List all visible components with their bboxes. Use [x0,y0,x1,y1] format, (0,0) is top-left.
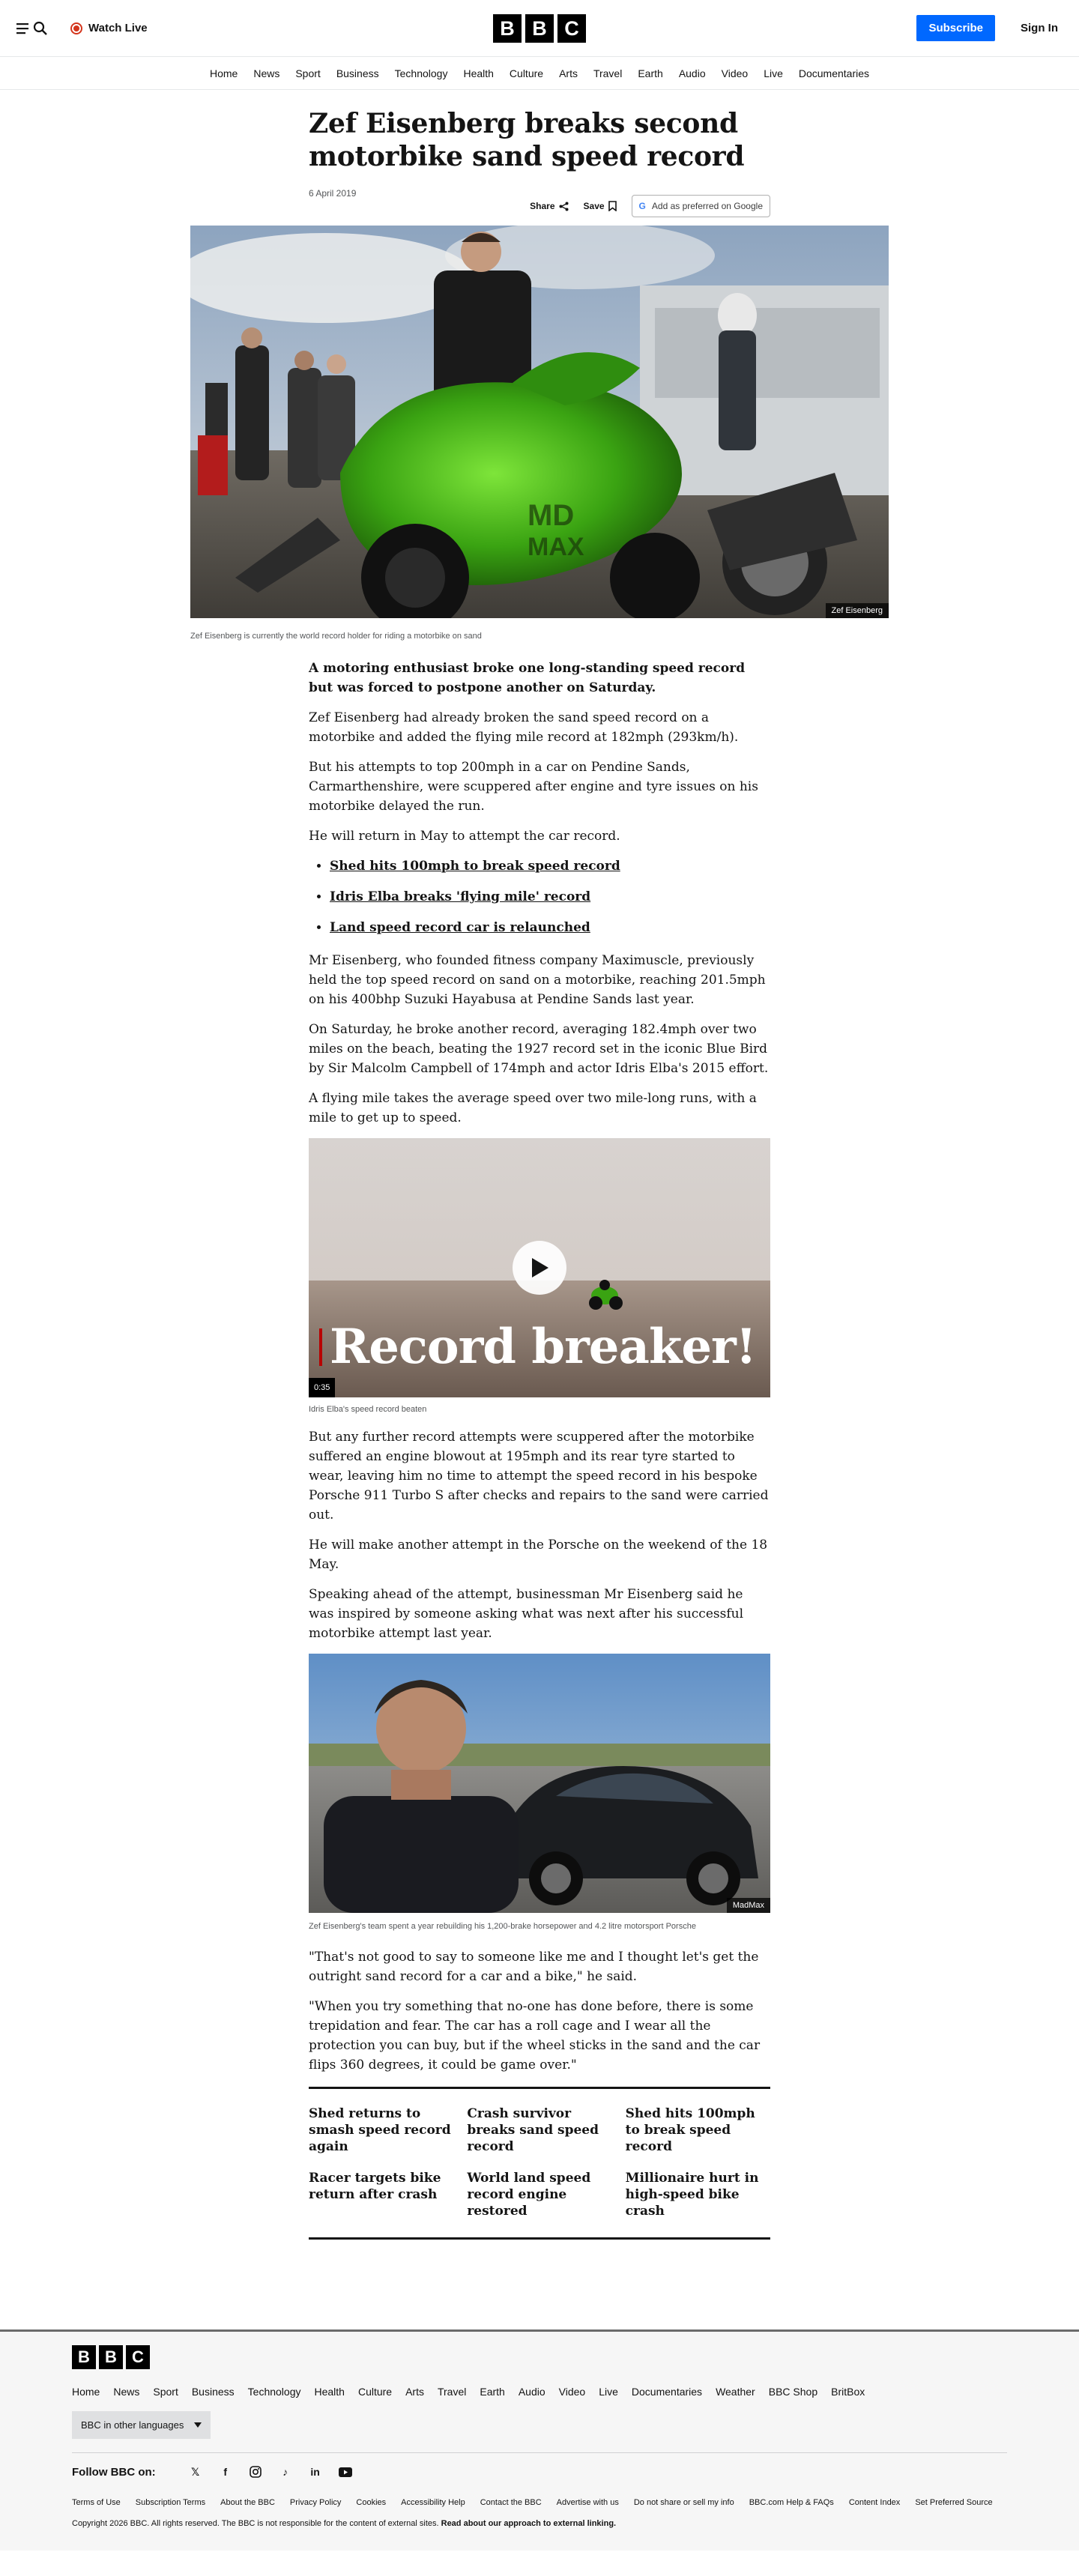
nav-video[interactable]: Video [721,67,749,79]
publish-date: 6 April 2019 [309,188,357,199]
other-languages-label: BBC in other languages [81,2419,184,2431]
related-item [330,887,770,907]
paragraph: He will return in May to attempt the car record. [309,829,620,844]
legal-link[interactable]: Accessibility Help [401,2498,465,2507]
footer-nav-link[interactable]: Live [599,2386,618,2398]
related-link[interactable]: Idris Elba breaks 'flying mile' record [330,889,591,904]
footer-nav-link[interactable]: BBC Shop [768,2386,818,2398]
nav-health[interactable]: Health [463,67,494,79]
tiktok-icon[interactable]: ♪ [282,2466,288,2478]
search-icon [33,21,48,36]
footer-bbc-logo[interactable] [72,2345,1007,2369]
google-icon: G [638,201,646,211]
paragraph: On Saturday, he broke another record, averaging 182.4mph over two miles on the beach, beating the 1927 record set in the iconic Blue Bird by Sir Malcolm Campbell of 174mph and actor Idris Elba's 2015 effort. [309,1022,769,1076]
follow-bbc [72,2465,1007,2479]
paragraph: Mr Eisenberg, who founded fitness company Maximuscle, previously held the top speed record on sand on a motorbike, reaching 201.5mph on his 400bhp Suzuki Hayabusa at Pendine Sands last year. [309,953,766,1007]
more-story-link[interactable]: Shed returns to smash speed record again [309,2106,451,2154]
hero-image [190,226,889,618]
google-preferred-label: Add as preferred on Google [651,201,763,211]
article-meta [309,188,770,214]
related-link[interactable]: Land speed record car is relaunched [330,920,590,935]
footer-nav-link[interactable]: Audio [518,2386,545,2398]
logo-letter: C [557,14,586,43]
paragraph: But his attempts to top 200mph in a car on Pendine Sands, Carmarthenshire, were scuppered after engine and tyre issues on his motorbike delayed the run. [309,760,758,814]
x-icon[interactable]: 𝕏 [191,2465,200,2478]
more-story-link[interactable]: World land speed record engine restored [467,2171,591,2219]
legal-link[interactable]: Terms of Use [72,2498,121,2507]
bbc-logo[interactable] [493,14,586,43]
logo-letter: C [126,2345,150,2369]
external-linking-link[interactable]: Read about our approach to external linking. [441,2519,617,2528]
footer-nav-link[interactable]: Home [72,2386,100,2398]
paragraph: Speaking ahead of the attempt, businessman Mr Eisenberg said he was inspired by someone asking what was next after his successful motorbike attempt last year. [309,1587,744,1641]
menu-search-button[interactable] [16,21,48,36]
nav-arts[interactable]: Arts [559,67,578,79]
logo-letter: B [493,14,522,43]
footer-nav-link[interactable]: Travel [437,2386,467,2398]
other-languages-button[interactable] [72,2411,211,2439]
more-story-link[interactable]: Crash survivor breaks sand speed record [467,2106,599,2154]
legal-link[interactable]: BBC.com Help & FAQs [749,2498,834,2507]
linkedin-icon[interactable]: in [310,2466,320,2478]
video-player[interactable] [309,1138,770,1397]
footer-nav-link[interactable]: Business [191,2386,235,2398]
paragraph: A flying mile takes the average speed over two mile-long runs, with a mile to get up to speed. [309,1091,757,1125]
footer-nav-link[interactable]: Documentaries [631,2386,703,2398]
legal-link[interactable]: Privacy Policy [289,2498,342,2507]
nav-documentaries[interactable]: Documentaries [798,67,870,79]
copyright-text: Copyright 2026 BBC. All rights reserved. The BBC is not responsible for the content of external sites. [72,2519,439,2528]
article-body-end [309,1947,770,2075]
title-accent-bar [319,1328,322,1366]
footer-nav-link[interactable]: Weather [716,2386,755,2398]
article-body-continued [309,1427,770,1643]
copyright [72,2519,1007,2528]
legal-link[interactable]: Content Index [848,2498,901,2507]
legal-links [72,2498,1009,2507]
share-button[interactable] [530,201,568,211]
main-nav [0,57,1079,90]
share-icon [559,202,569,211]
legal-link[interactable]: Subscription Terms [135,2498,206,2507]
nav-business[interactable]: Business [336,67,379,79]
paragraph: He will make another attempt in the Porsche on the weekend of the 18 May. [309,1538,768,1572]
nav-travel[interactable]: Travel [593,67,623,79]
headline: Zef Eisenberg breaks second motorbike sand speed record [309,108,745,172]
more-story-link[interactable]: Racer targets bike return after crash [309,2171,441,2202]
logo-letter: B [525,14,554,43]
watch-live-link[interactable] [70,22,148,34]
footer-nav-link[interactable]: Video [558,2386,586,2398]
legal-link[interactable]: Cookies [356,2498,387,2507]
paragraph: Zef Eisenberg had already broken the sand speed record on a motorbike and added the flying mile record at 182mph (293km/h). [309,710,739,745]
play-button[interactable] [513,1241,566,1295]
sign-in-link[interactable]: Sign In [1021,22,1058,34]
nav-culture[interactable]: Culture [509,67,544,79]
video-caption: Idris Elba's speed record beaten [309,1405,427,1414]
related-links [330,856,770,937]
svg-text:MD: MD [528,499,575,532]
save-label: Save [583,201,605,211]
watch-live-label: Watch Live [88,22,148,34]
nav-earth[interactable]: Earth [638,67,663,79]
legal-link[interactable]: Do not share or sell my info [633,2498,734,2507]
porsche-credit: MadMax [727,1898,770,1913]
related-item [330,918,770,937]
footer-nav-link[interactable]: Culture [357,2386,393,2398]
menu-icon [16,22,31,35]
hero-photo-illustration [190,226,889,618]
logo-letter: B [99,2345,123,2369]
top-bar [0,0,1079,57]
footer-nav-link[interactable]: News [113,2386,140,2398]
bookmark-icon [608,201,617,211]
footer-nav-link[interactable]: Technology [247,2386,301,2398]
more-stories [309,2087,770,2240]
video-duration: 0:35 [309,1378,335,1397]
footer-divider [72,2452,1007,2453]
related-item [330,856,770,876]
legal-link[interactable]: Contact the BBC [480,2498,542,2507]
instagram-icon[interactable] [249,2465,262,2479]
nav-home[interactable]: Home [209,67,238,79]
paragraph: "That's not good to say to someone like me and I thought let's get the outright sand record for a car and a bike," he said. [309,1950,759,1984]
footer-nav-link[interactable]: BritBox [831,2386,865,2398]
legal-link[interactable]: Set Preferred Source [915,2498,993,2507]
paragraph: "When you try something that no-one has done before, there is some trepidation and fear. The car has a roll cage and I wear all the protection you can buy, but if the wheel sticks in the sand and the car flips 360 degrees, it could be game over." [309,1999,761,2072]
nav-news[interactable]: News [253,67,280,79]
hero-credit: Zef Eisenberg [826,603,889,618]
caret-down-icon [194,2422,202,2428]
subscribe-button[interactable]: Subscribe [916,15,995,41]
lead-paragraph: A motoring enthusiast broke one long-standing speed record but was forced to postpone another on Saturday. [309,661,746,695]
footer [0,2329,1079,2551]
porsche-image [309,1654,770,1913]
live-icon [70,22,82,34]
more-story-link[interactable]: Millionaire hurt in high-speed bike crash [625,2171,759,2219]
nav-sport[interactable]: Sport [295,67,321,79]
more-story-link[interactable]: Shed hits 100mph to break speed record [625,2106,755,2154]
logo-letter: B [72,2345,96,2369]
facebook-icon[interactable]: f [223,2466,227,2478]
video-title-overlay [319,1319,756,1375]
nav-audio[interactable]: Audio [678,67,706,79]
legal-link[interactable]: Advertise with us [556,2498,619,2507]
footer-nav-link[interactable]: Health [314,2386,345,2398]
hero-figure [190,226,889,641]
save-button[interactable] [584,201,617,211]
video-title: Record breaker! [330,1319,756,1375]
porsche-photo-illustration [309,1654,770,1913]
related-link[interactable]: Shed hits 100mph to break speed record [330,859,620,874]
article-body [309,659,770,1128]
nav-technology[interactable]: Technology [394,67,448,79]
footer-nav-link[interactable]: Earth [480,2386,505,2398]
play-icon [530,1257,549,1278]
footer-nav [72,2386,1007,2398]
porsche-caption: Zef Eisenberg's team spent a year rebuilding his 1,200-brake horsepower and 4.2 litre motorsport Porsche [309,1922,696,1931]
nav-live[interactable]: Live [764,67,783,79]
follow-label: Follow BBC on: [72,2465,156,2479]
youtube-icon[interactable] [339,2465,352,2479]
hero-caption: Zef Eisenberg is currently the world record holder for riding a motorbike on sand [190,632,482,641]
article-main [0,107,1079,2240]
google-preferred-button[interactable] [632,195,770,217]
share-label: Share [530,201,555,211]
porsche-figure [309,1654,770,1931]
svg-text:MAX: MAX [528,533,584,561]
footer-nav-link[interactable]: Arts [405,2386,424,2398]
footer-nav-link[interactable]: Sport [153,2386,178,2398]
legal-link[interactable]: About the BBC [220,2498,275,2507]
paragraph: But any further record attempts were scuppered after the motorbike suffered an engine blowout at 195mph and its rear tyre started to wear, leaving him no time to attempt the speed record in his bespoke Porsche 911 Turbo S after checks and repairs to the sand were carried out. [309,1430,769,1523]
video-figure [309,1138,770,1414]
